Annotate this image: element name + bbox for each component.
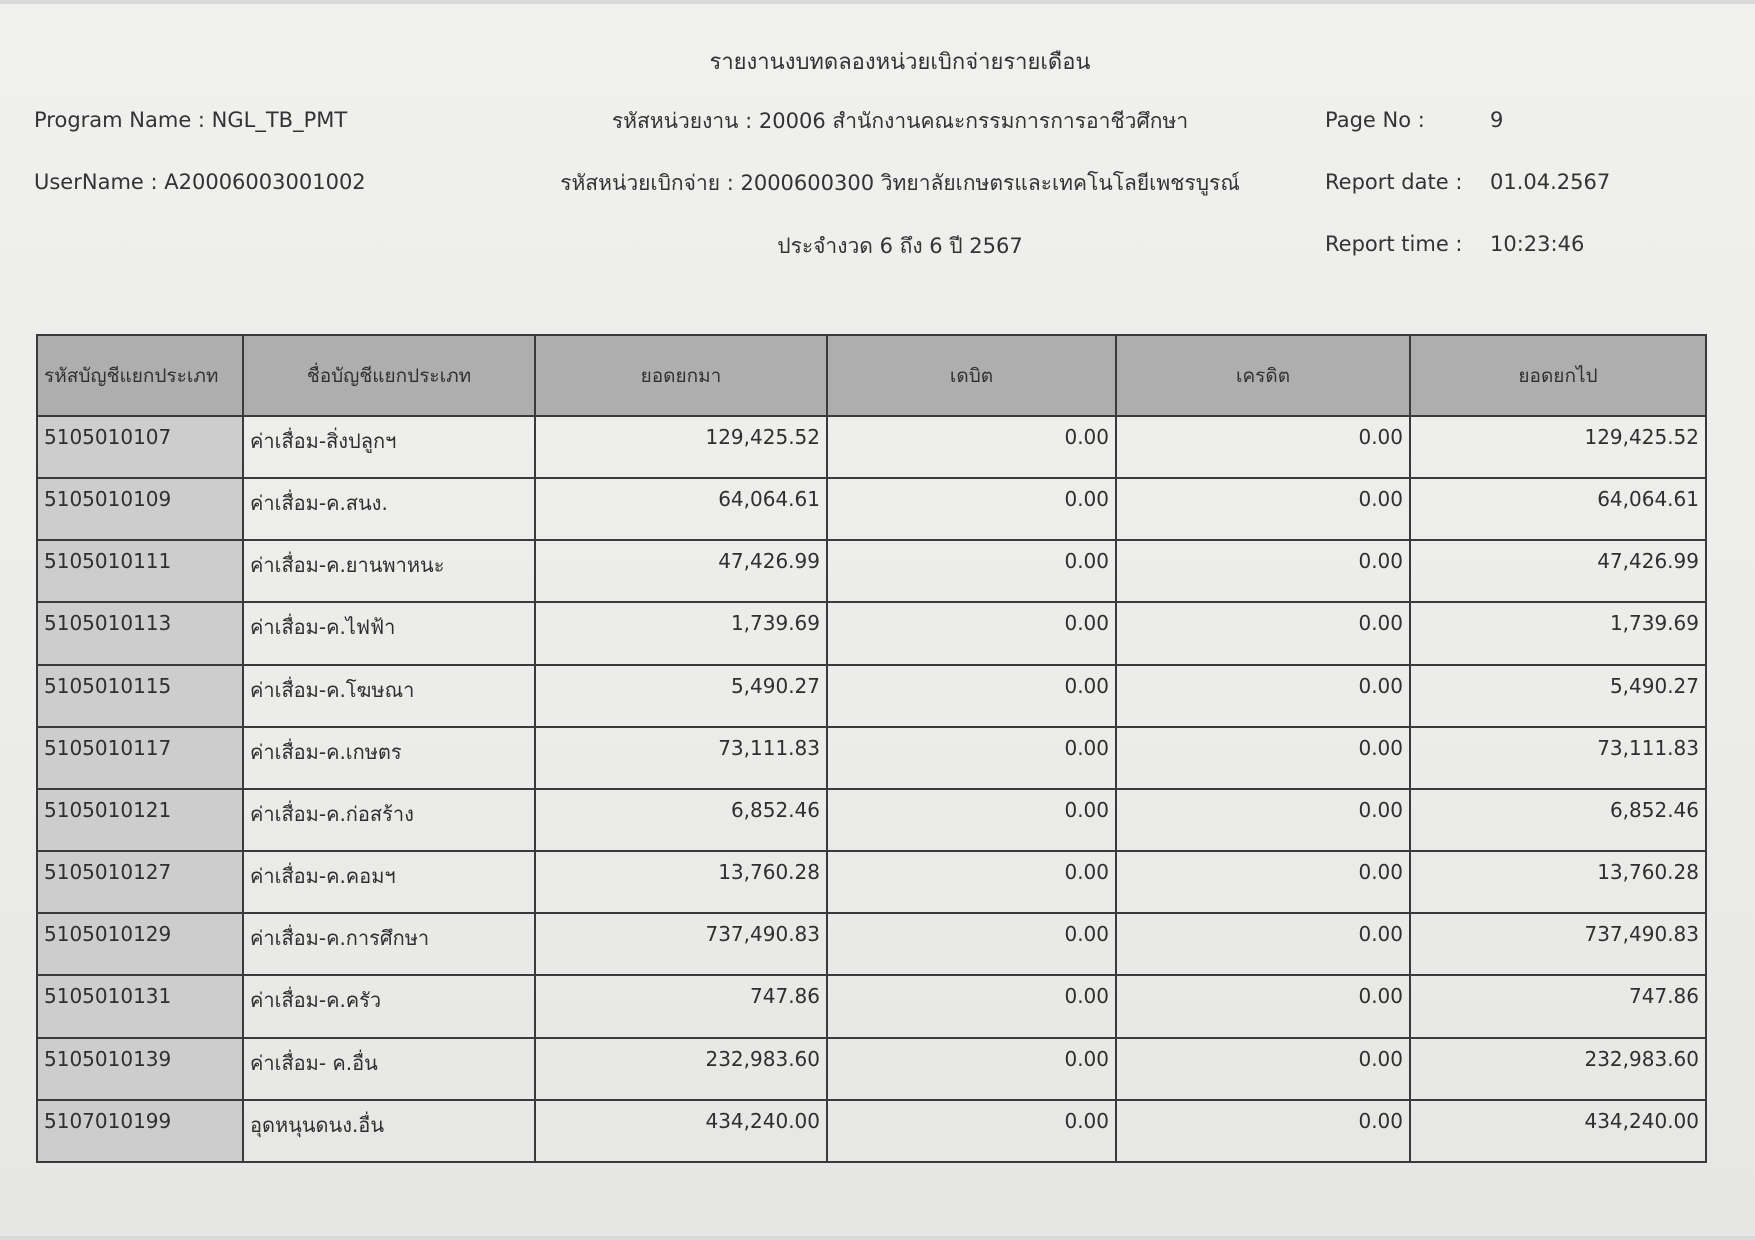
account-code: 5107010199 (37, 1100, 243, 1162)
table-row (37, 851, 1706, 913)
table-row (37, 665, 1706, 727)
debit: 0.00 (827, 602, 1116, 664)
account-name: ค่าเสื่อม-ค.สนง. (243, 478, 535, 540)
opening-balance: 47,426.99 (535, 540, 827, 602)
account-name: ค่าเสื่อม- ค.อื่น (243, 1038, 535, 1100)
table-row (37, 789, 1706, 851)
credit: 0.00 (1116, 665, 1410, 727)
table-row (37, 727, 1706, 789)
report-period: ประจำงวด 6 ถึง 6 ปี 2567 (777, 234, 1023, 258)
account-name: ค่าเสื่อม-สิ่งปลูกฯ (243, 416, 535, 478)
account-code: 5105010115 (37, 665, 243, 727)
account-code: 5105010121 (37, 789, 243, 851)
account-code: 5105010117 (37, 727, 243, 789)
opening-balance: 434,240.00 (535, 1100, 827, 1162)
account-code: 5105010113 (37, 602, 243, 664)
closing-balance: 13,760.28 (1410, 851, 1706, 913)
account-name: อุดหนุนดนง.อื่น (243, 1100, 535, 1162)
debit: 0.00 (827, 789, 1116, 851)
closing-balance: 1,739.69 (1410, 602, 1706, 664)
table-row (37, 913, 1706, 975)
debit: 0.00 (827, 913, 1116, 975)
account-name: ค่าเสื่อม-ค.ไฟฟ้า (243, 602, 535, 664)
table-row (37, 602, 1706, 664)
closing-balance: 73,111.83 (1410, 727, 1706, 789)
credit: 0.00 (1116, 851, 1410, 913)
closing-balance: 6,852.46 (1410, 789, 1706, 851)
account-code: 5105010107 (37, 416, 243, 478)
credit: 0.00 (1116, 913, 1410, 975)
debit: 0.00 (827, 1100, 1116, 1162)
report-title: รายงานงบทดลองหน่วยเบิกจ่ายรายเดือน (709, 50, 1091, 75)
page-no-label: Page No : (1325, 108, 1425, 132)
opening-balance: 129,425.52 (535, 416, 827, 478)
account-code: 5105010111 (37, 540, 243, 602)
opening-balance: 232,983.60 (535, 1038, 827, 1100)
debit: 0.00 (827, 851, 1116, 913)
credit: 0.00 (1116, 727, 1410, 789)
closing-balance: 129,425.52 (1410, 416, 1706, 478)
account-name: ค่าเสื่อม-ค.ก่อสร้าง (243, 789, 535, 851)
closing-balance: 737,490.83 (1410, 913, 1706, 975)
report-time-label: Report time : (1325, 232, 1463, 256)
table-row (37, 975, 1706, 1037)
credit: 0.00 (1116, 478, 1410, 540)
opening-balance: 737,490.83 (535, 913, 827, 975)
column-header: ชื่อบัญชีแยกประเภท (243, 335, 535, 416)
trial-balance-table (36, 334, 1707, 1163)
account-code: 5105010109 (37, 478, 243, 540)
column-header: เดบิต (827, 335, 1116, 416)
table-row (37, 1038, 1706, 1100)
opening-balance: 5,490.27 (535, 665, 827, 727)
report-page (0, 4, 1755, 1236)
closing-balance: 5,490.27 (1410, 665, 1706, 727)
account-name: ค่าเสื่อม-ค.เกษตร (243, 727, 535, 789)
closing-balance: 47,426.99 (1410, 540, 1706, 602)
account-name: ค่าเสื่อม-ค.โฆษณา (243, 665, 535, 727)
debit: 0.00 (827, 540, 1116, 602)
credit: 0.00 (1116, 602, 1410, 664)
debit: 0.00 (827, 975, 1116, 1037)
closing-balance: 232,983.60 (1410, 1038, 1706, 1100)
agency-code: รหัสหน่วยงาน : 20006 สำนักงานคณะกรรมการการอาชีวศึกษา (611, 109, 1189, 133)
opening-balance: 64,064.61 (535, 478, 827, 540)
debit: 0.00 (827, 416, 1116, 478)
account-code: 5105010129 (37, 913, 243, 975)
column-header: ยอดยกไป (1410, 335, 1706, 416)
closing-balance: 64,064.61 (1410, 478, 1706, 540)
account-name: ค่าเสื่อม-ค.ยานพาหนะ (243, 540, 535, 602)
opening-balance: 6,852.46 (535, 789, 827, 851)
program-name: Program Name : NGL_TB_PMT (34, 108, 348, 132)
opening-balance: 747.86 (535, 975, 827, 1037)
closing-balance: 747.86 (1410, 975, 1706, 1037)
debit: 0.00 (827, 665, 1116, 727)
account-code: 5105010127 (37, 851, 243, 913)
credit: 0.00 (1116, 1100, 1410, 1162)
table-header-row (37, 335, 1706, 416)
account-name: ค่าเสื่อม-ค.การศึกษา (243, 913, 535, 975)
table-row (37, 1100, 1706, 1162)
column-header: ยอดยกมา (535, 335, 827, 416)
credit: 0.00 (1116, 416, 1410, 478)
opening-balance: 1,739.69 (535, 602, 827, 664)
report-date-label: Report date : (1325, 170, 1463, 194)
credit: 0.00 (1116, 975, 1410, 1037)
debit: 0.00 (827, 478, 1116, 540)
table-row (37, 416, 1706, 478)
report-time-value: 10:23:46 (1490, 232, 1585, 256)
column-header: รหัสบัญชีแยกประเภท (37, 335, 243, 416)
account-code: 5105010131 (37, 975, 243, 1037)
report-date-value: 01.04.2567 (1490, 170, 1611, 194)
credit: 0.00 (1116, 789, 1410, 851)
account-code: 5105010139 (37, 1038, 243, 1100)
table-row (37, 478, 1706, 540)
user-name: UserName : A20006003001002 (34, 170, 366, 194)
table-row (37, 540, 1706, 602)
account-name: ค่าเสื่อม-ค.ครัว (243, 975, 535, 1037)
column-header: เครดิต (1116, 335, 1410, 416)
credit: 0.00 (1116, 540, 1410, 602)
account-name: ค่าเสื่อม-ค.คอมฯ (243, 851, 535, 913)
opening-balance: 73,111.83 (535, 727, 827, 789)
disbursing-unit: รหัสหน่วยเบิกจ่าย : 2000600300 วิทยาลัยเกษตรและเทคโนโลยีเพชรบูรณ์ (560, 171, 1240, 195)
debit: 0.00 (827, 727, 1116, 789)
closing-balance: 434,240.00 (1410, 1100, 1706, 1162)
page-no-value: 9 (1490, 108, 1504, 132)
credit: 0.00 (1116, 1038, 1410, 1100)
opening-balance: 13,760.28 (535, 851, 827, 913)
debit: 0.00 (827, 1038, 1116, 1100)
